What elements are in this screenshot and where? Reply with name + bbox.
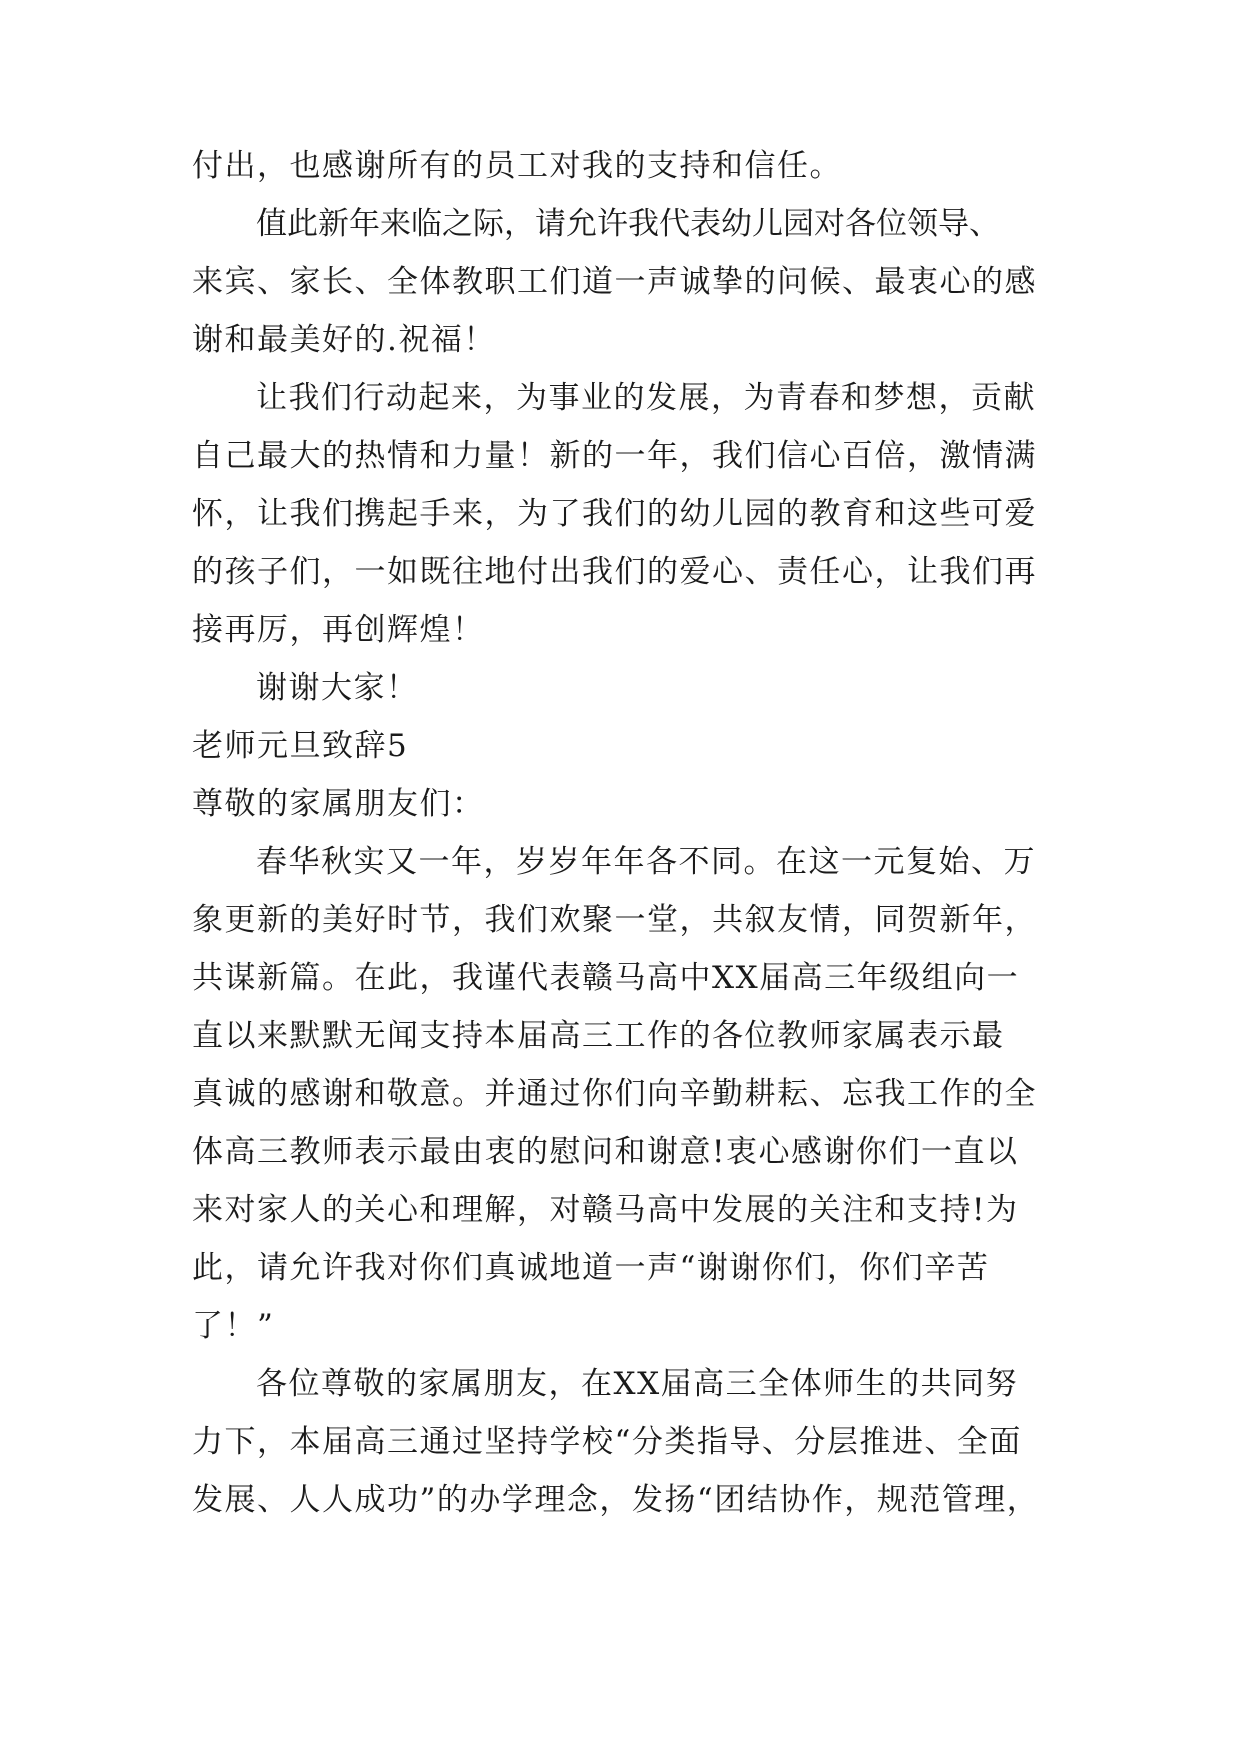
text-line: 体高三教师表示最由衷的慰问和谢意!衷心感谢你们一直以 <box>192 1134 1019 1170</box>
section-title: 老师元旦致辞5 <box>192 728 409 764</box>
text-line: 了！” <box>192 1308 275 1344</box>
text-line: 此，请允许我对你们真诚地道一声“谢谢你们，你们辛苦 <box>192 1250 990 1286</box>
salutation: 尊敬的家属朋友们： <box>192 786 485 822</box>
closing-line: 谢谢大家！ <box>256 670 419 706</box>
text-line: 来宾、家长、全体教职工们道一声诚挚的问候、最衷心的感 <box>192 264 1037 300</box>
text-line: 接再厉，再创辉煌！ <box>192 612 485 648</box>
text-line: 真诚的感谢和敬意。并通过你们向辛勤耕耘、忘我工作的全 <box>192 1076 1037 1112</box>
paragraph-first-line: 春华秋实又一年，岁岁年年各不同。在这一元复始、万 <box>256 844 1036 880</box>
text-line: 谢和最美好的.祝福！ <box>192 322 496 358</box>
text-line: 象更新的美好时节，我们欢聚一堂，共叙友情，同贺新年， <box>192 902 1037 938</box>
text-line: 力下，本届高三通过坚持学校“分类指导、分层推进、全面 <box>192 1424 1022 1460</box>
text-line: 的孩子们，一如既往地付出我们的爱心、责任心，让我们再 <box>192 554 1037 590</box>
text-line: 来对家人的关心和理解，对赣马高中发展的关注和支持!为 <box>192 1192 1019 1228</box>
text-line: 直以来默默无闻支持本届高三工作的各位教师家属表示最 <box>192 1018 1005 1054</box>
paragraph-first-line: 值此新年来临之际，请允许我代表幼儿园对各位领导、 <box>256 206 1000 242</box>
text-line: 付出，也感谢所有的员工对我的支持和信任。 <box>192 148 842 184</box>
paragraph-first-line: 各位尊敬的家属朋友，在XX届高三全体师生的共同努 <box>256 1366 1019 1402</box>
paragraph-first-line: 让我们行动起来，为事业的发展，为青春和梦想，贡献 <box>256 380 1036 416</box>
text-line: 发展、人人成功”的办学理念，发扬“团结协作，规范管理， <box>192 1482 1040 1518</box>
text-line: 自己最大的热情和力量！新的一年，我们信心百倍，激情满 <box>192 438 1037 474</box>
text-line: 怀，让我们携起手来，为了我们的幼儿园的教育和这些可爱 <box>192 496 1037 532</box>
text-line: 共谋新篇。在此，我谨代表赣马高中XX届高三年级组向一 <box>192 960 1020 996</box>
